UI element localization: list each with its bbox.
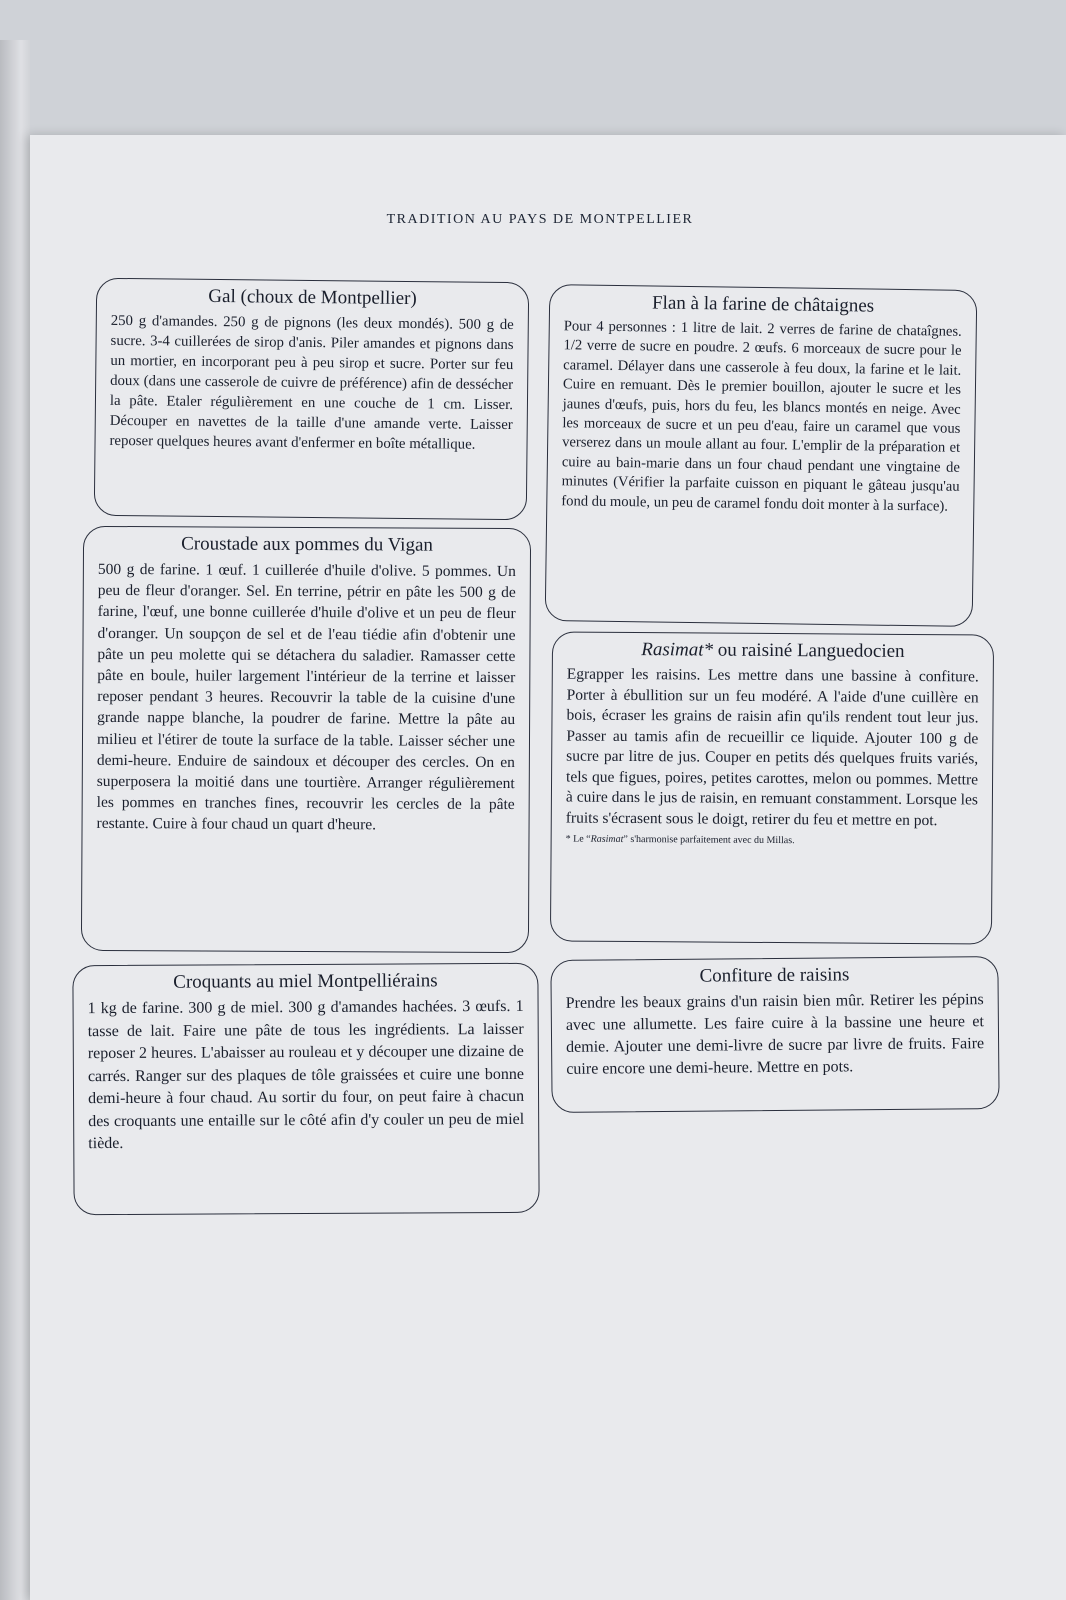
book-spine [0,40,30,1600]
recipe-title: Croquants au miel Montpelliérains [173,970,438,993]
footnote-prefix: * Le “ [565,833,591,845]
footnote-suffix: ” s'harmonise parfaitement avec du Millas. [623,833,795,847]
recipe-title: Croustade aux pommes du Vigan [181,533,433,556]
recipe-box-gal [94,278,529,521]
recipe-text: Pour 4 personnes : 1 litre de lait. 2 verres de farine de chataîgnes. 1/2 verre de sucre en poudre. 2 œufs. 6 morceaux de sucre pour le caramel. Délayer dans une casserole à feu doux, la farine et le lait. Cuire en remuant. Dès le premier bouillon, ajouter le sucre et les jaunes d'œufs, puis, hors du feu, les blancs montés en neige. Avec les morceaux de sucre et un peu d'eau, faire un caramel que vous verserez dans un moule allant au four. L'emplir de la préparation et cuire au bain-marie dans un four chaud pendant une vingtaine de minutes (Vérifier la parfaite cuisson en piquant le gâteau jusqu'au fond du moule, un peu de caramel fondu doit monter à la surface). [561,318,962,515]
recipe-box-confiture [550,956,999,1113]
recipe-box-rasimat [550,631,994,944]
recipe-text: 1 kg de farine. 300 g de miel. 300 g d'amandes hachées. 3 œufs. 1 tasse de lait. Faire une pâte de tous les ingrédients. La laisser reposer 2 heures. L'abaisser au rouleau et y découper une dizaine de carrés. Ranger sur des plaques de tôle graissées et cuire une bonne demi-heure à four chaud. Au sortir du four, on peut faire à chacun des croquants une entaille sur le côté afin d'y couler un peu de miel tiède. [87,997,525,1153]
running-head: TRADITION AU PAYS DE MONTPELLIER [386,212,694,227]
recipe-title-italic: Rasimat* [641,639,714,661]
recipe-text: Egrapper les raisins. Les mettre dans une bassine à confiture. Porter à ébullition sur un feu modéré. A l'aide d'une cuillère en bois, écraser les grains de raisin afin qu'ils rendent tout leur jus. Passer au tamis afin de recueillir ce liquide. Ajouter 100 g de sucre par litre de jus. Couper en petits dés quelques fruits variés, tels que figues, poires, petites carottes, melon ou pommes. Mettre à cuire dans le jus de raisin, en remuant constamment. Lorsque les fruits s'écrasent sous le doigt, retirer du feu et mettre en pot. [565,665,979,829]
recipe-title: Gal (choux de Montpellier) [208,285,417,310]
recipe-title-rest: ou raisiné Languedocien [713,639,905,662]
recipe-box-croquants [72,963,539,1215]
recipe-box-croustade [81,526,531,953]
recipe-box-flan [545,284,978,627]
recipe-text: 500 g de farine. 1 œuf. 1 cuillerée d'huile d'olive. 5 pommes. Un peu de fleur d'oranger. Sel. En terrine, pétrir en pâte les 500 g de farine, l'œuf, une bonne cuillerée d'huile d'olive et un peu de fleur d'oranger. Un soupçon de sel et de l'eau tiédie afin d'obtenir une pâte un peu molette qui se détachera du saladier. Ramasser cette pâte en boule, huiler largement l'intérieur de la terrine et laisser reposer pendant 3 heures. Recouvrir la table de la cuisine d'une grande nappe blanche, la poudrer de farine. Mettre la pâte au milieu et l'étirer de toute la surface de la table. Laisser sécher une demi-heure. Enduire de saindoux et découper des cercles. On en superposera la moitié dans une tourtière. Arranger régulièrement les pommes en tranches fines, recouvrir les cercles de la pâte restante. Cuire à four chaud un quart d'heure. [96,560,516,834]
recipe-text: Prendre les beaux grains d'un raisin bien mûr. Retirer les pépins avec une allumette. Les faire cuire à la bassine une heure et demie. Ajouter une demi-livre de sucre par livre de fruits. Faire cuire encore une demi-heure. Mettre en pots. [565,991,985,1078]
recipe-text: 250 g d'amandes. 250 g de pignons (les deux mondés). 500 g de sucre. 3-4 cuillerées de sirop d'anis. Piler amandes et pignons dans un mortier, en incorporant peu à peu sirop et sucre. Porter sur feu doux (dans une casserole de cuivre de préférence) afin de dessécher la pâte. Etaler régulièrement en une couche de 1 cm. Lisser. Découper en navettes de la taille d'une amande verte. Laisser reposer quelques heures avant d'enfermer en boîte métallique. [109,312,514,453]
footnote-italic: Rasimat [590,833,624,845]
footnote [566,833,978,849]
recipe-title: Confiture de raisins [699,964,850,987]
recipe-title: Flan à la farine de châtaignes [651,292,875,317]
recipe-title [567,639,979,664]
